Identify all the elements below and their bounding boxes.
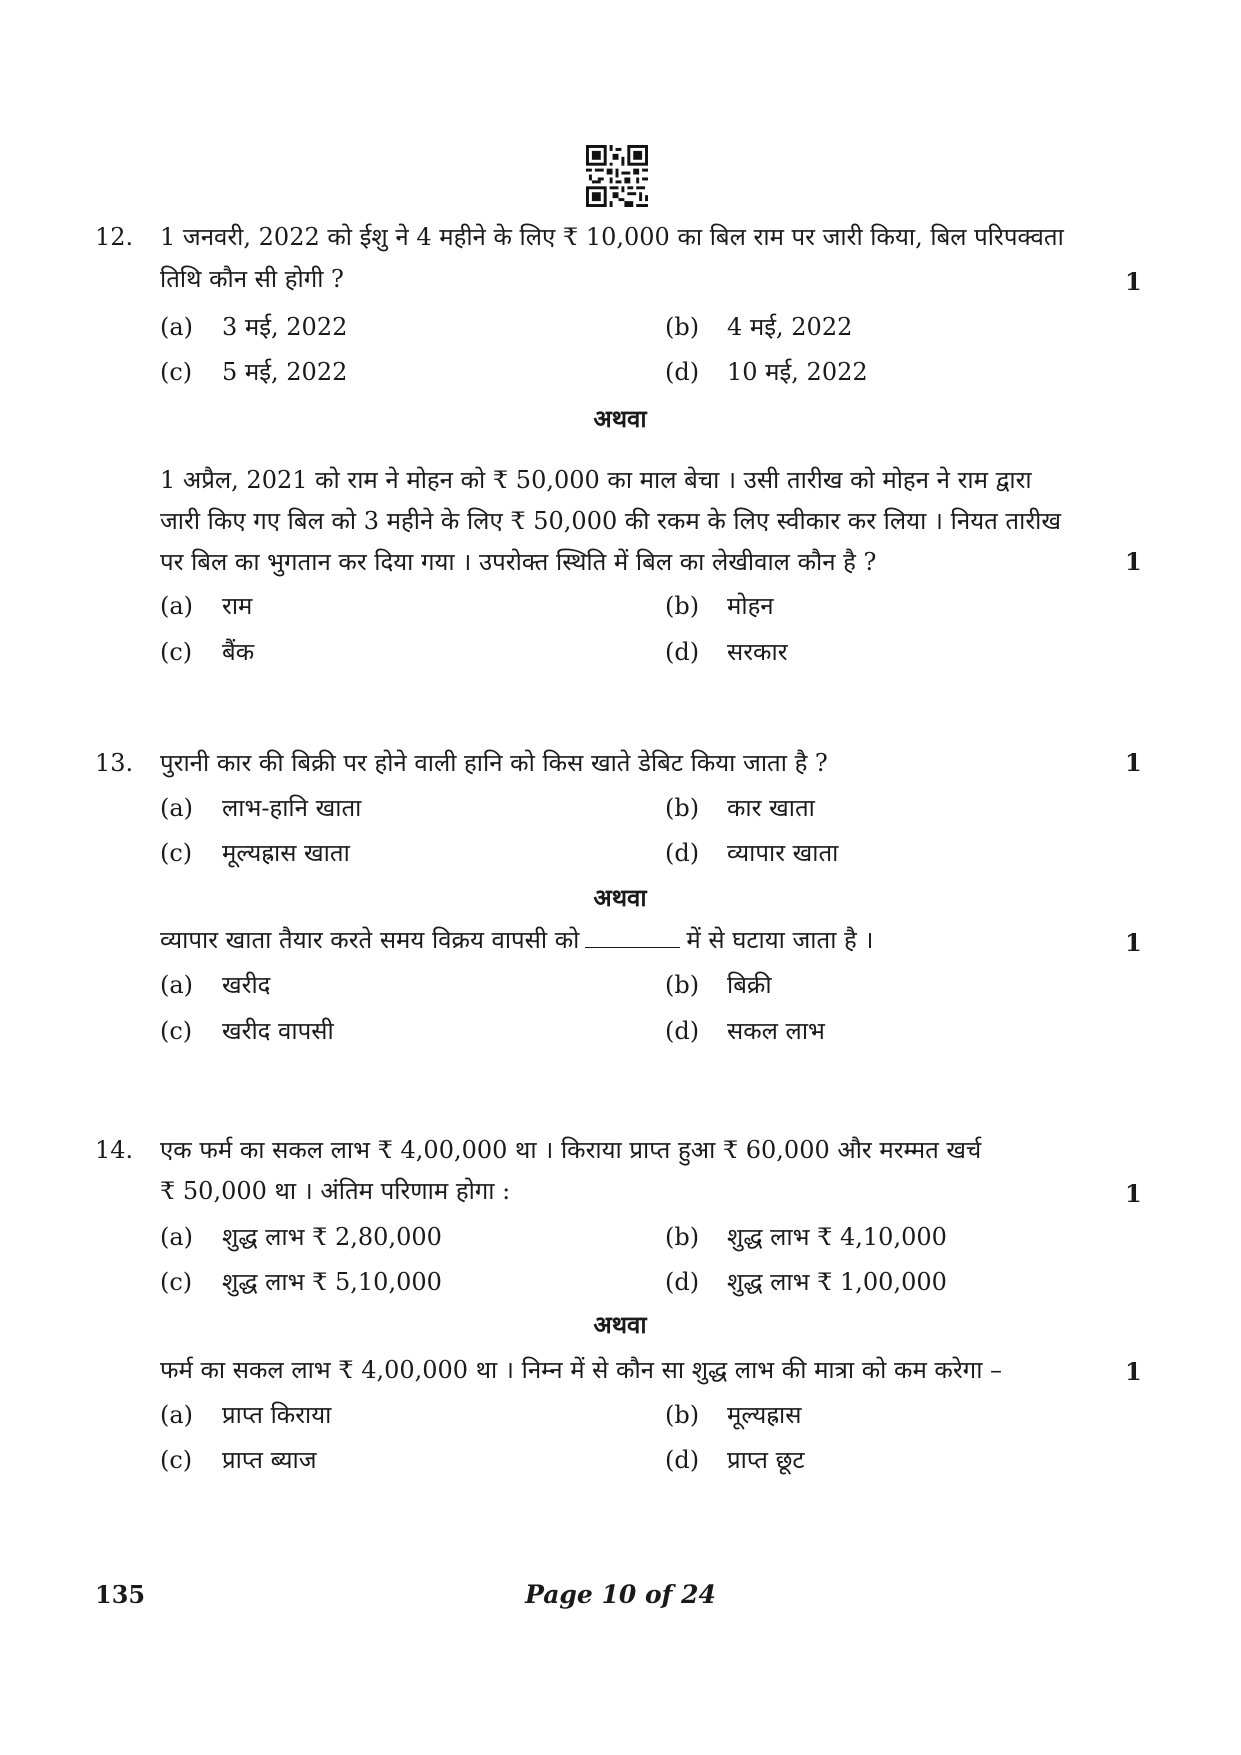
option-label: (b)	[665, 313, 700, 341]
option-text: राम	[222, 592, 253, 620]
question-text: ₹ 50,000 था । अंतिम परिणाम होगा :	[160, 1177, 511, 1205]
marks: 1	[1125, 547, 1142, 576]
option-text: शुद्ध लाभ ₹ 2,80,000	[222, 1223, 442, 1251]
option-text: कार खाता	[727, 794, 815, 822]
option-a	[160, 312, 347, 342]
alt-option-c	[160, 1016, 334, 1046]
option-label: (c)	[160, 839, 193, 867]
option-text: 3 मई, 2022	[222, 313, 348, 341]
option-label: (a)	[160, 313, 194, 341]
option-label: (b)	[665, 1401, 700, 1429]
option-label: (a)	[160, 971, 194, 999]
option-text: मोहन	[727, 592, 774, 620]
or-separator: अथवा	[593, 404, 647, 433]
question-number: 12.	[95, 223, 134, 251]
option-c	[160, 838, 350, 868]
option-text: शुद्ध लाभ ₹ 5,10,000	[222, 1268, 442, 1296]
option-text: प्राप्त ब्याज	[222, 1446, 317, 1474]
alt-question-text	[160, 925, 874, 955]
fill-in-blank	[585, 927, 680, 948]
option-label: (d)	[665, 638, 700, 666]
alt-text-after: में से घटाया जाता है ।	[686, 926, 874, 954]
option-text: शुद्ध लाभ ₹ 4,10,000	[727, 1223, 947, 1251]
option-text: प्राप्त छूट	[727, 1446, 805, 1474]
alt-option-a	[160, 1400, 331, 1430]
alt-option-d	[665, 1445, 805, 1475]
option-b	[665, 1222, 947, 1252]
option-label: (c)	[160, 638, 193, 666]
option-d	[665, 357, 868, 387]
question-text: 1 जनवरी, 2022 को ईशु ने 4 महीने के लिए ₹ 10,000 का बिल राम पर जारी किया, बिल परिपक्वता	[160, 223, 1064, 251]
or-separator: अथवा	[593, 1310, 647, 1339]
alt-text-before: व्यापार खाता तैयार करते समय विक्रय वापसी को	[160, 926, 580, 954]
option-label: (c)	[160, 1446, 193, 1474]
option-label: (a)	[160, 1401, 194, 1429]
alt-option-d	[665, 1016, 825, 1046]
alt-option-b	[665, 970, 772, 1000]
option-text: सकल लाभ	[727, 1017, 825, 1045]
alt-question-text: पर बिल का भुगतान कर दिया गया । उपरोक्त स्थिति में बिल का लेखीवाल कौन है ?	[160, 548, 877, 576]
marks: 1	[1125, 1179, 1142, 1208]
option-label: (d)	[665, 839, 700, 867]
alt-option-b	[665, 591, 774, 621]
option-text: 5 मई, 2022	[222, 358, 348, 386]
option-label: (c)	[160, 1017, 193, 1045]
option-text: खरीद	[222, 971, 271, 999]
option-label: (d)	[665, 1017, 700, 1045]
option-text: 10 मई, 2022	[727, 358, 868, 386]
page-number: Page 10 of 24	[525, 1580, 716, 1609]
option-label: (d)	[665, 1446, 700, 1474]
alt-option-a	[160, 970, 270, 1000]
alt-option-c	[160, 1445, 317, 1475]
option-text: लाभ-हानि खाता	[222, 794, 362, 822]
option-text: मूल्यह्रास खाता	[222, 839, 350, 867]
option-label: (b)	[665, 794, 700, 822]
option-label: (b)	[665, 592, 700, 620]
option-a	[160, 793, 361, 823]
alt-question-text: 1 अप्रैल, 2021 को राम ने मोहन को ₹ 50,000 का माल बेचा । उसी तारीख को मोहन ने राम द्वारा	[160, 466, 1032, 494]
option-text: बैंक	[222, 638, 255, 666]
question-text: पुरानी कार की बिक्री पर होने वाली हानि को किस खाते डेबिट किया जाता है ?	[160, 749, 828, 777]
option-label: (a)	[160, 1223, 194, 1251]
option-c	[160, 357, 347, 387]
alt-option-d	[665, 637, 788, 667]
option-label: (b)	[665, 971, 700, 999]
option-text: प्राप्त किराया	[222, 1401, 332, 1429]
or-separator: अथवा	[593, 883, 647, 912]
option-d	[665, 838, 838, 868]
question-number: 13.	[95, 749, 134, 777]
option-label: (c)	[160, 1268, 193, 1296]
marks: 1	[1125, 267, 1142, 296]
alt-option-c	[160, 637, 254, 667]
option-text: मूल्यह्रास	[727, 1401, 802, 1429]
alt-option-a	[160, 591, 252, 621]
option-b	[665, 793, 815, 823]
option-text: व्यापार खाता	[727, 839, 839, 867]
question-number: 14.	[95, 1136, 134, 1164]
qr-code-icon	[586, 145, 648, 207]
option-text: खरीद वापसी	[222, 1017, 334, 1045]
option-text: सरकार	[727, 638, 788, 666]
marks: 1	[1125, 928, 1142, 957]
marks: 1	[1125, 748, 1142, 777]
option-b	[665, 312, 852, 342]
question-text: एक फर्म का सकल लाभ ₹ 4,00,000 था । किराया प्राप्त हुआ ₹ 60,000 और मरम्मत खर्च	[160, 1136, 982, 1164]
option-text: 4 मई, 2022	[727, 313, 853, 341]
option-text: बिक्री	[727, 971, 772, 999]
option-a	[160, 1222, 442, 1252]
option-label: (d)	[665, 358, 700, 386]
option-c	[160, 1267, 442, 1297]
alt-question-text: फर्म का सकल लाभ ₹ 4,00,000 था । निम्न में से कौन सा शुद्ध लाभ की मात्रा को कम करेगा –	[160, 1356, 1003, 1384]
option-label: (a)	[160, 592, 194, 620]
paper-code: 135	[95, 1580, 146, 1609]
option-label: (d)	[665, 1268, 700, 1296]
option-label: (b)	[665, 1223, 700, 1251]
option-text: शुद्ध लाभ ₹ 1,00,000	[727, 1268, 947, 1296]
alt-option-b	[665, 1400, 801, 1430]
marks: 1	[1125, 1357, 1142, 1386]
question-text: तिथि कौन सी होगी ?	[160, 265, 344, 293]
option-label: (c)	[160, 358, 193, 386]
alt-question-text: जारी किए गए बिल को 3 महीने के लिए ₹ 50,000 की रकम के लिए स्वीकार कर लिया । नियत तारीख	[160, 507, 1061, 535]
option-label: (a)	[160, 794, 194, 822]
option-d	[665, 1267, 947, 1297]
